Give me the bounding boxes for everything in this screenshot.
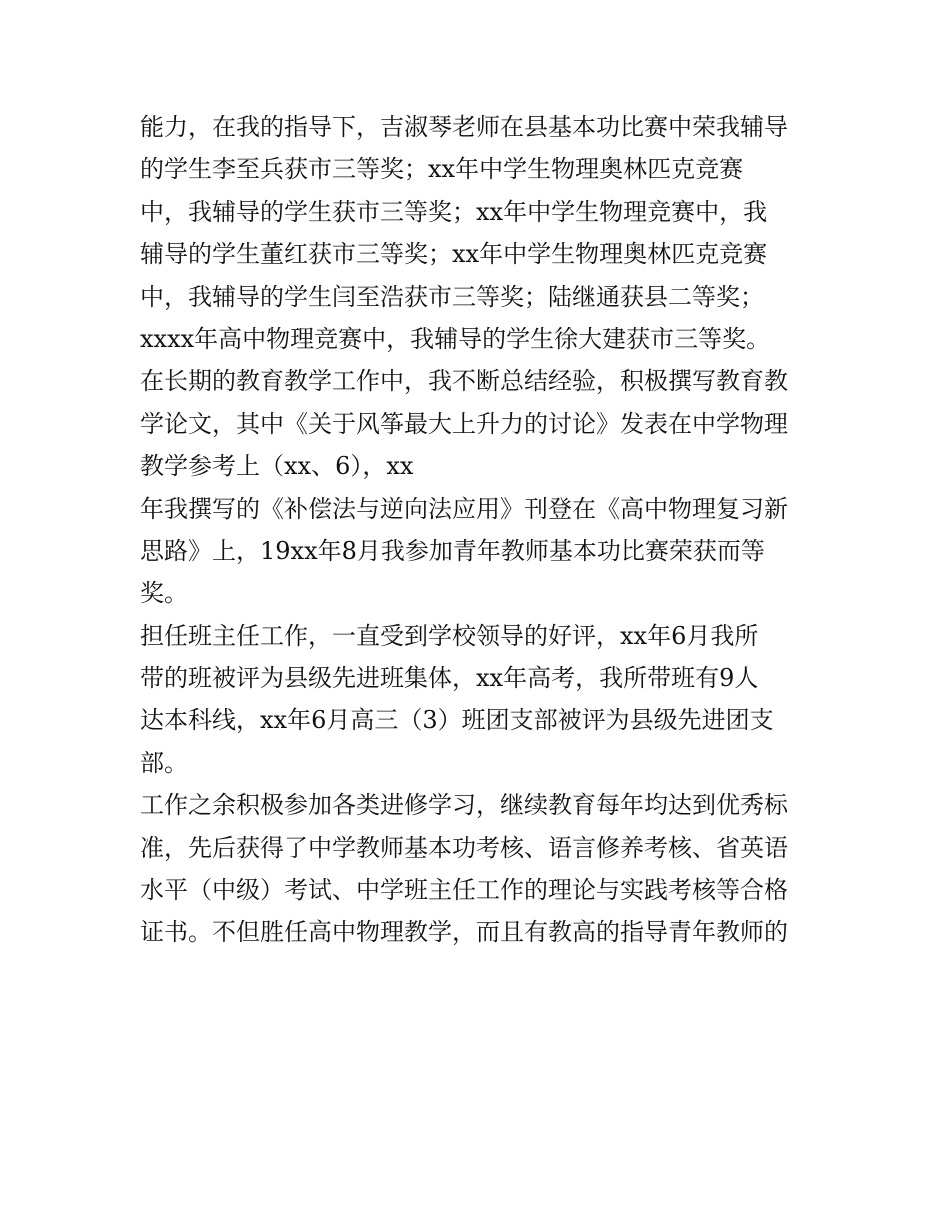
text-line: 带的班被评为县级先进班集体，xx年高考，我所带班有9人 — [140, 664, 759, 693]
text-line: 工作之余积极参加各类进修学习，继续教育每年均达到优秀标 — [140, 791, 788, 820]
text-line: 年我撰写的《补偿法与逆向法应用》刊登在《高中物理复习新 — [140, 494, 788, 523]
text-line: 能力，在我的指导下，吉淑琴老师在县基本功比赛中荣我辅导 — [140, 113, 788, 141]
text-line: 证书。不但胜任高中物理教学，而且有教高的指导青年教师的 — [140, 918, 788, 947]
text-line: 中，我辅导的学生获市三等奖；xx年中学生物理竞赛中，我 — [140, 197, 768, 226]
body-text — [140, 106, 820, 954]
text-line: 奖。 — [140, 579, 188, 608]
text-line: 担任班主任工作，一直受到学校领导的好评，xx年6月我所 — [140, 621, 759, 650]
text-line: 部。 — [140, 748, 188, 777]
text-line: 辅导的学生董红获市三等奖；xx年中学生物理奥林匹克竞赛 — [140, 240, 768, 269]
text-line: 准，先后获得了中学教师基本功考核、语言修养考核、省英语 — [140, 833, 788, 862]
text-line: 学论文，其中《关于风筝最大上升力的讨论》发表在中学物理 — [140, 409, 788, 438]
text-line: 思路》上，19xx年8月我参加青年教师基本功比赛荣获而等 — [140, 536, 765, 565]
text-line: 教学参考上（xx、6），xx — [140, 452, 414, 481]
text-line: xxxx年高中物理竞赛中，我辅导的学生徐大建获市三等奖。 — [140, 324, 771, 353]
text-line: 的学生李至兵获市三等奖；xx年中学生物理奥林匹克竞赛 — [140, 155, 744, 184]
text-line: 水平（中级）考试、中学班主任工作的理论与实践考核等合格 — [140, 876, 788, 905]
text-line: 达本科线，xx年6月高三（3）班团支部被评为县级先进团支 — [140, 706, 774, 735]
text-line: 在长期的教育教学工作中，我不断总结经验，积极撰写教育教 — [140, 367, 788, 396]
text-line: 中，我辅导的学生闫至浩获市三等奖；陆继通获县二等奖； — [140, 282, 764, 311]
